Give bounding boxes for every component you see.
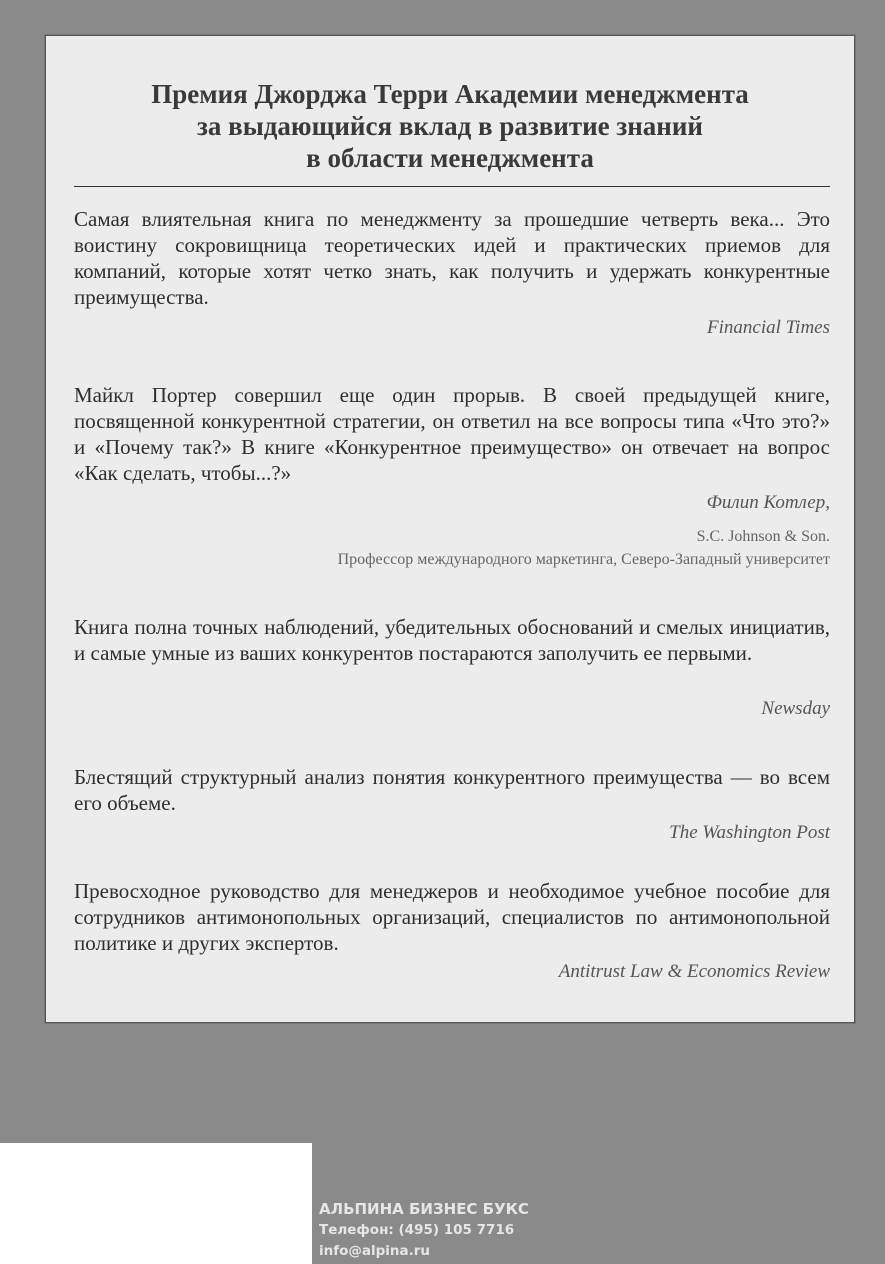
review-source-4: The Washington Post [669, 822, 830, 843]
review-quote-2: Майкл Портер совершил еще один прорыв. В своей предыдущей книге, посвященной конкурентной стратегии, он ответил на все вопросы типа «Что это?» и «Почему так?» В книге «Конкурентное преимущество» он отвечает на вопрос «Как сделать, чтобы...?» [74, 383, 830, 485]
review-quote-5: Превосходное руководство для менеджеров и необходимое учебное пособие для сотрудников антимонопольных организаций, специалистов по антимонопольной политике и других экспертов. [74, 879, 830, 955]
review-source-2: Филип Котлер, [706, 492, 830, 513]
review-quote-4: Блестящий структурный анализ понятия конкурентного преимущества — во всем его объеме. [74, 765, 830, 815]
review-affiliation-2a: S.C. Johnson & Son. [696, 528, 830, 545]
blank-sticker [0, 1143, 312, 1264]
award-heading [46, 78, 854, 174]
publisher-phone: Телефон: (495) 105 7716 [319, 1222, 515, 1238]
review-source-1: Financial Times [707, 317, 830, 338]
heading-divider [74, 186, 830, 187]
publisher-block [319, 1198, 529, 1262]
award-heading-line-3: в области менеджмента [306, 143, 594, 173]
award-heading-line-2: за выдающийся вклад в развитие знаний [197, 111, 703, 141]
award-heading-line-1: Премия Джорджа Терри Академии менеджмента [151, 79, 749, 109]
review-quote-1: Самая влиятельная книга по менеджменту за прошедшие четверть века... Это воистину сокровищница теоретических идей и практических приемов для компаний, которые хотят четко знать, как получить и удержать конкурентные преимущества. [74, 207, 830, 309]
reviews-panel [45, 35, 855, 1023]
review-affiliation-2b: Профессор международного маркетинга, Северо-Западный университет [337, 551, 830, 568]
review-quote-3: Книга полна точных наблюдений, убедительных обоснований и смелых инициатив, и самые умные из ваших конкурентов постараются заполучить ее первыми. [74, 615, 830, 665]
review-source-3: Newsday [761, 698, 830, 719]
publisher-email: info@alpina.ru [319, 1243, 431, 1259]
publisher-name: АЛЬПИНА БИЗНЕС БУКС [319, 1200, 529, 1218]
review-source-5: Antitrust Law & Economics Review [558, 961, 830, 982]
